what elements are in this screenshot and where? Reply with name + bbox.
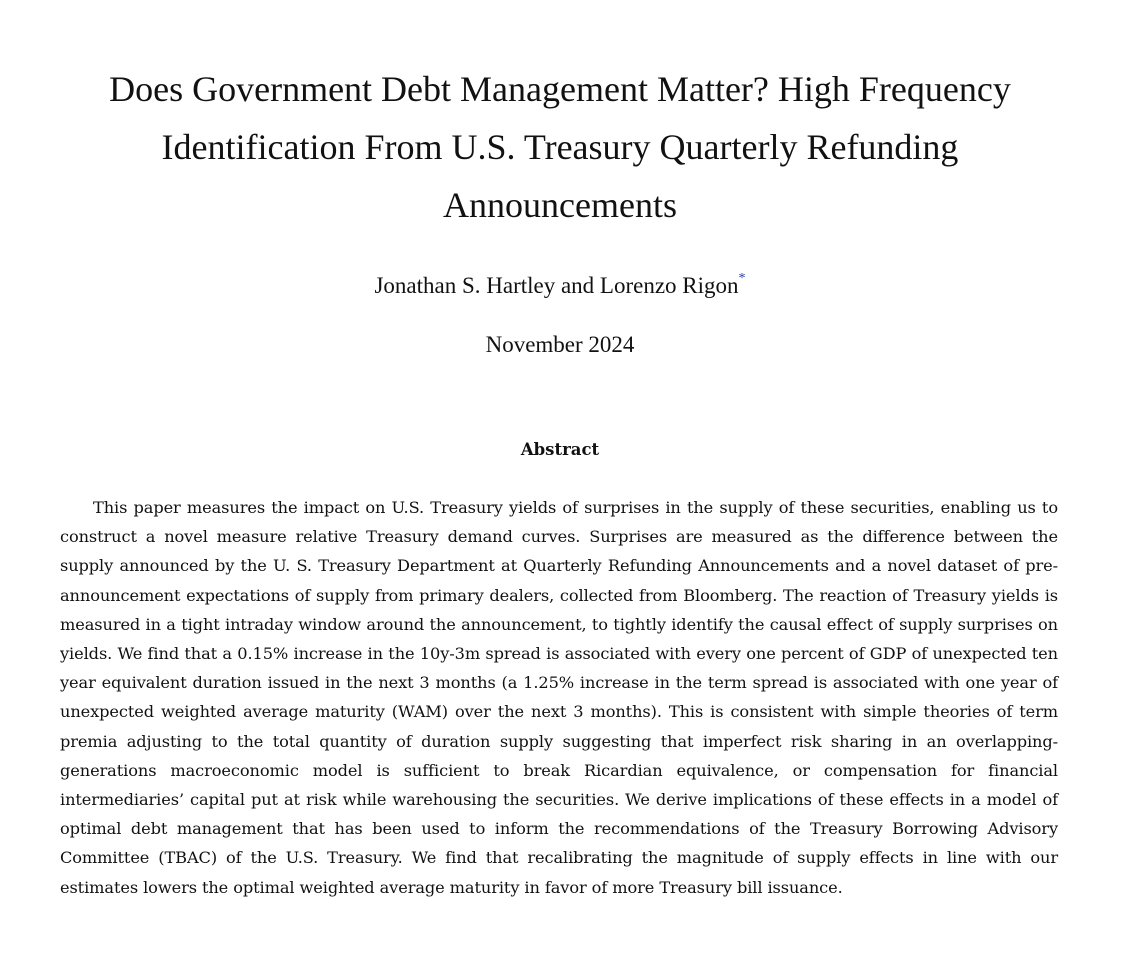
abstract-heading: Abstract bbox=[520, 440, 600, 459]
author-footnote-link[interactable]: * bbox=[738, 271, 746, 287]
title-line-3: Announcements bbox=[443, 185, 677, 225]
title-line-2: Identification From U.S. Treasury Quarterly Refunding bbox=[161, 127, 959, 167]
title-line-1: Does Government Debt Management Matter? High Frequency bbox=[109, 69, 1011, 109]
abstract-body: This paper measures the impact on U.S. Treasury yields of surprises in the supply of these securities, enabling us to construct a novel measure relative Treasury demand curves. Surprises are measured as the difference between the supply announced by the U. S. Treasury Department at Quarterly Refunding Announcements and a novel dataset of pre-announcement expectations of supply from primary dealers, collected from Bloomberg. The reaction of Treasury yields is measured in a tight intraday window around the announcement, to tightly identify the causal effect of supply surprises on yields. We find that a 0.15% increase in the 10y-3m spread is associated with every one percent of GDP of unexpected ten year equivalent duration issued in the next 3 months (a 1.25% increase in the term spread is associated with one year of unexpected weighted average maturity (WAM) over the next 3 months). This is consistent with simple theories of term premia adjusting to the total quantity of duration supply suggesting that imperfect risk sharing in an overlapping-generations macroeconomic model is sufficient to break Ricardian equivalence, or compensation for financial intermediaries’ capital put at risk while warehousing the securities. We derive implications of these effects in a model of optimal debt management that has been used to inform the recommendations of the Treasury Borrowing Advisory Committee (TBAC) of the U.S. Treasury. We find that recalibrating the magnitude of supply effects in line with our estimates lowers the optimal weighted average maturity in favor of more Treasury bill issuance. bbox=[60, 498, 1058, 897]
paper-title bbox=[60, 60, 1060, 234]
authors: Jonathan S. Hartley and Lorenzo Rigon bbox=[374, 273, 739, 298]
author-line bbox=[60, 270, 1060, 302]
publication-date: November 2024 bbox=[485, 332, 635, 357]
